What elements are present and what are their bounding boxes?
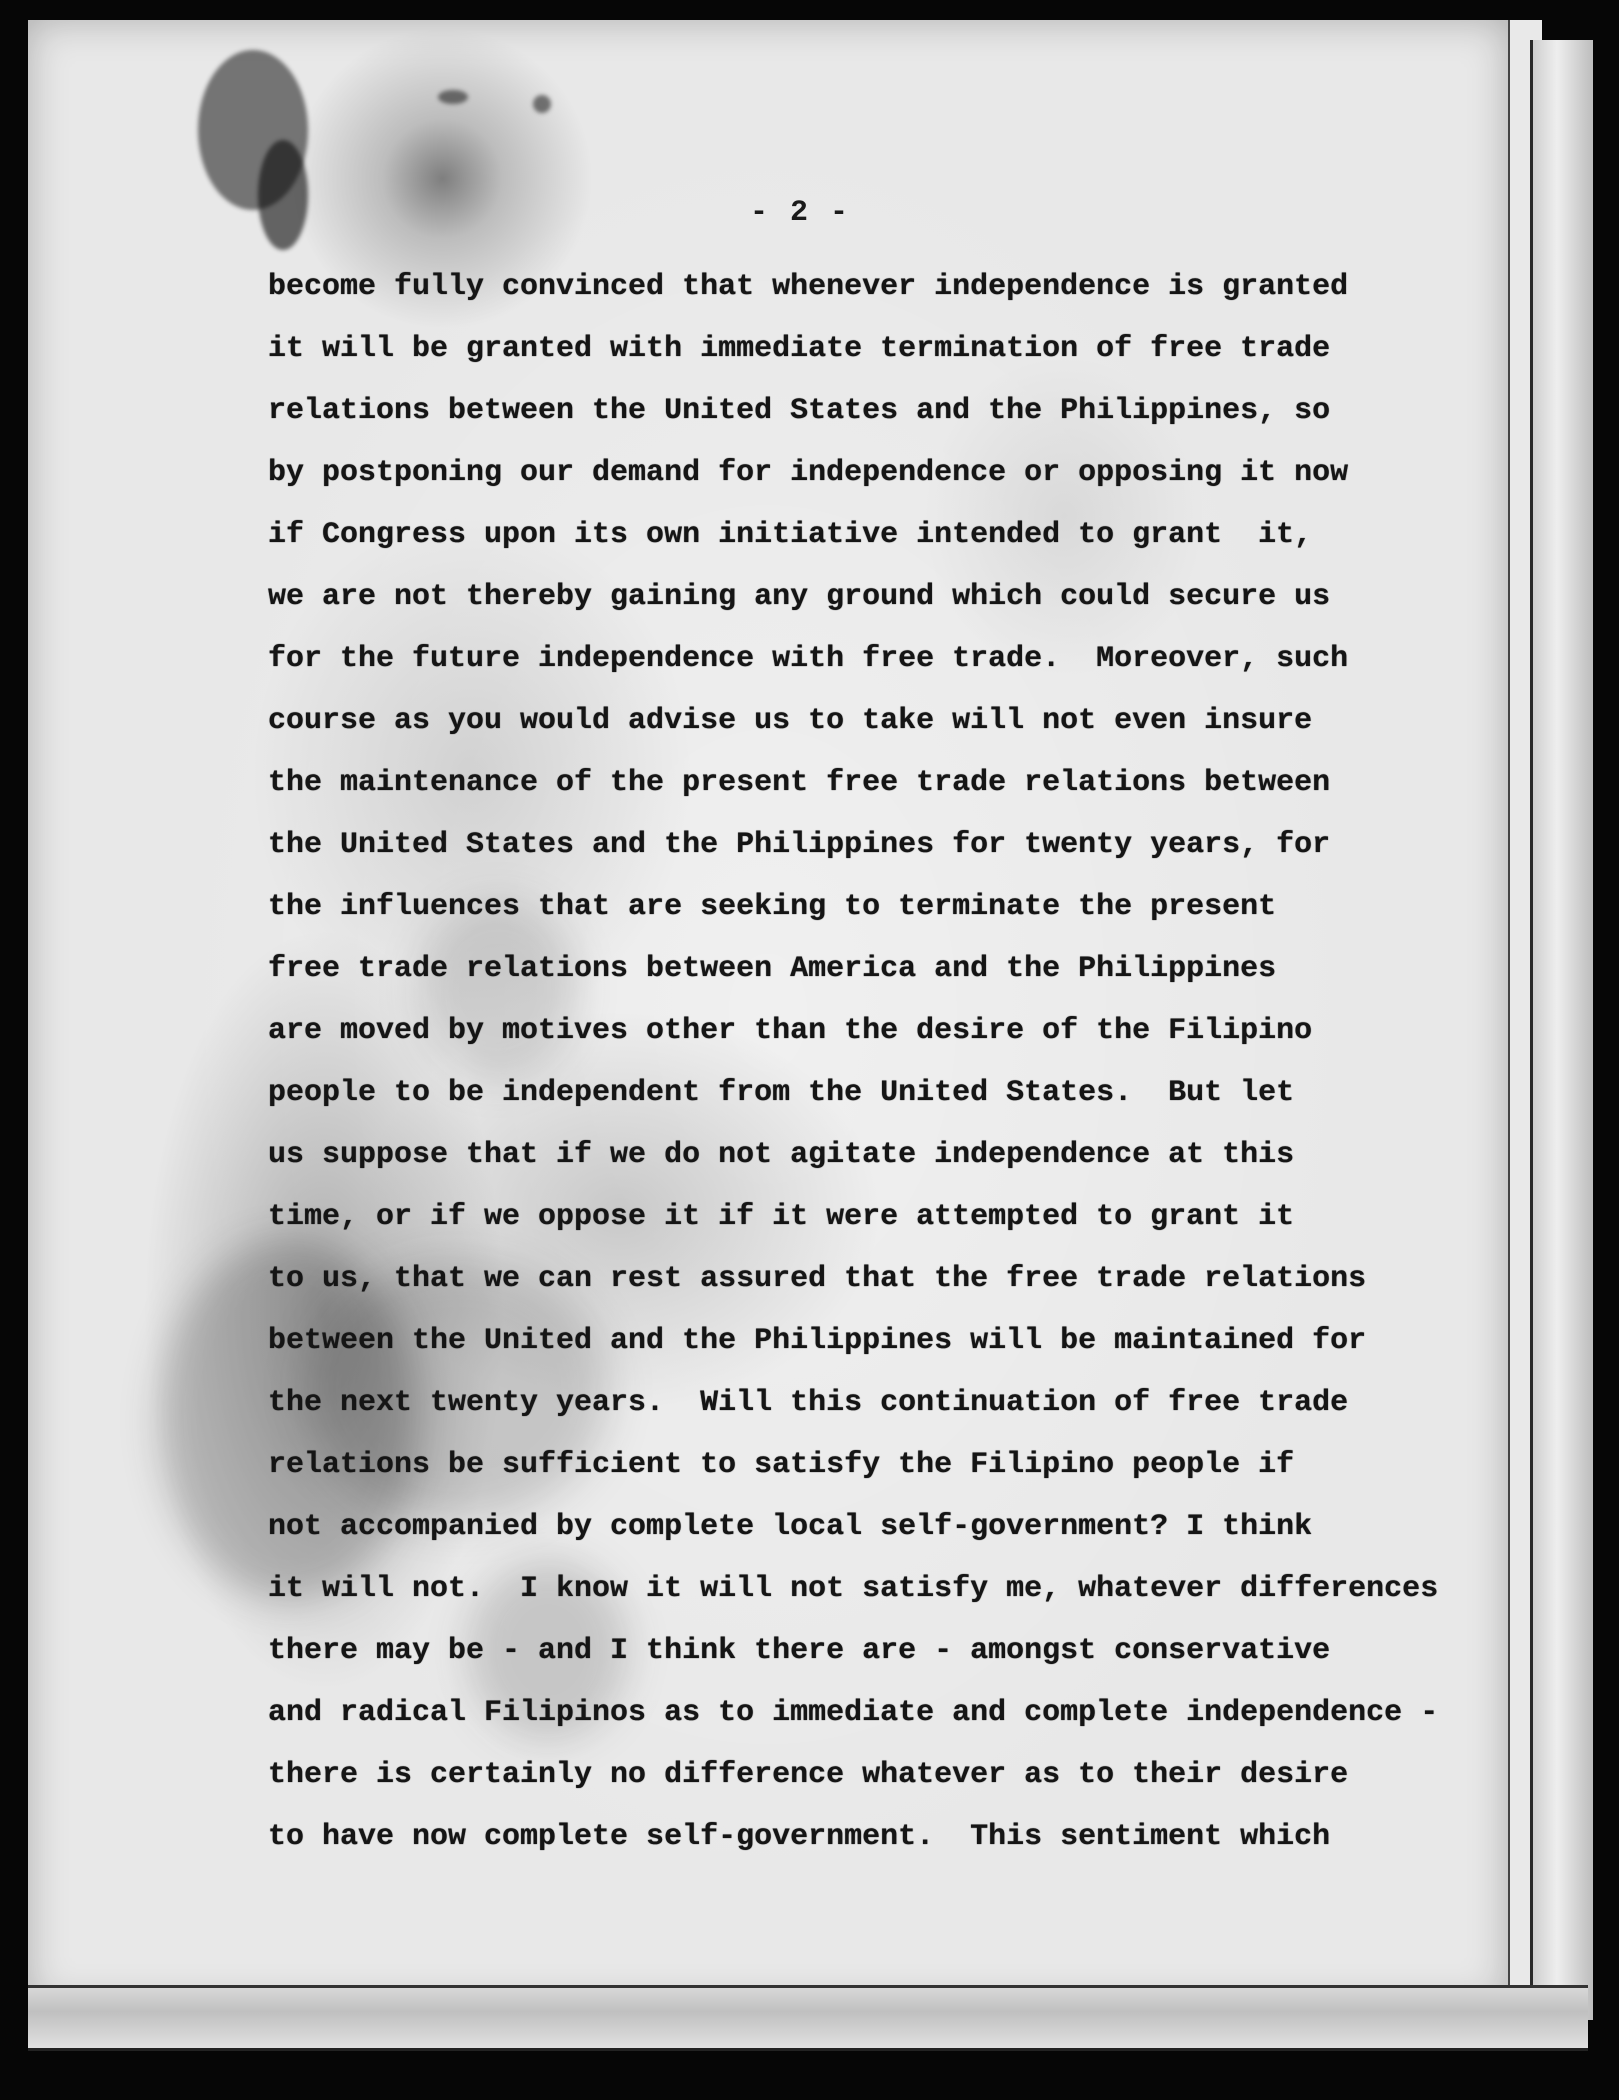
- text-line: the United States and the Philippines for twenty years, for: [268, 828, 1331, 862]
- text-line: are moved by motives other than the desire of the Filipino: [268, 1014, 1313, 1048]
- text-line: us suppose that if we do not agitate independence at this: [268, 1138, 1295, 1172]
- text-line: if Congress upon its own initiative intended to grant it,: [268, 518, 1313, 552]
- typed-letter-body: [268, 256, 1488, 1868]
- ink-stain: [533, 95, 551, 113]
- text-line: not accompanied by complete local self-government? I think: [268, 1510, 1313, 1544]
- text-line: between the United and the Philippines will be maintained for: [268, 1324, 1367, 1358]
- text-line: it will not. I know it will not satisfy me, whatever differences: [268, 1572, 1439, 1606]
- text-line: people to be independent from the United States. But let: [268, 1076, 1295, 1110]
- page-stack-bottom-edge: [28, 1985, 1588, 2051]
- text-line: course as you would advise us to take will not even insure: [268, 704, 1313, 738]
- text-line: time, or if we oppose it if it were attempted to grant it: [268, 1200, 1295, 1234]
- text-line: to have now complete self-government. This sentiment which: [268, 1820, 1331, 1854]
- text-line: and radical Filipinos as to immediate and complete independence -: [268, 1696, 1439, 1730]
- text-line: free trade relations between America and the Philippines: [268, 952, 1277, 986]
- page-number: - 2 -: [749, 196, 850, 230]
- ink-stain: [258, 140, 308, 250]
- ink-stain: [438, 90, 468, 104]
- back-sheet-edge: [1530, 40, 1593, 2020]
- text-line: for the future independence with free trade. Moreover, such: [268, 642, 1349, 676]
- text-line: become fully convinced that whenever independence is granted: [268, 270, 1349, 304]
- text-line: the next twenty years. Will this continuation of free trade: [268, 1386, 1349, 1420]
- text-line: to us, that we can rest assured that the free trade relations: [268, 1262, 1367, 1296]
- text-line: there may be - and I think there are - amongst conservative: [268, 1634, 1331, 1668]
- text-line: it will be granted with immediate termination of free trade: [268, 332, 1331, 366]
- text-line: by postponing our demand for independence or opposing it now: [268, 456, 1349, 490]
- text-line: we are not thereby gaining any ground which could secure us: [268, 580, 1331, 614]
- text-line: relations between the United States and the Philippines, so: [268, 394, 1331, 428]
- text-line: the maintenance of the present free trade relations between: [268, 766, 1331, 800]
- text-line: the influences that are seeking to terminate the present: [268, 890, 1277, 924]
- text-line: relations be sufficient to satisfy the Filipino people if: [268, 1448, 1295, 1482]
- text-line: there is certainly no difference whatever as to their desire: [268, 1758, 1349, 1792]
